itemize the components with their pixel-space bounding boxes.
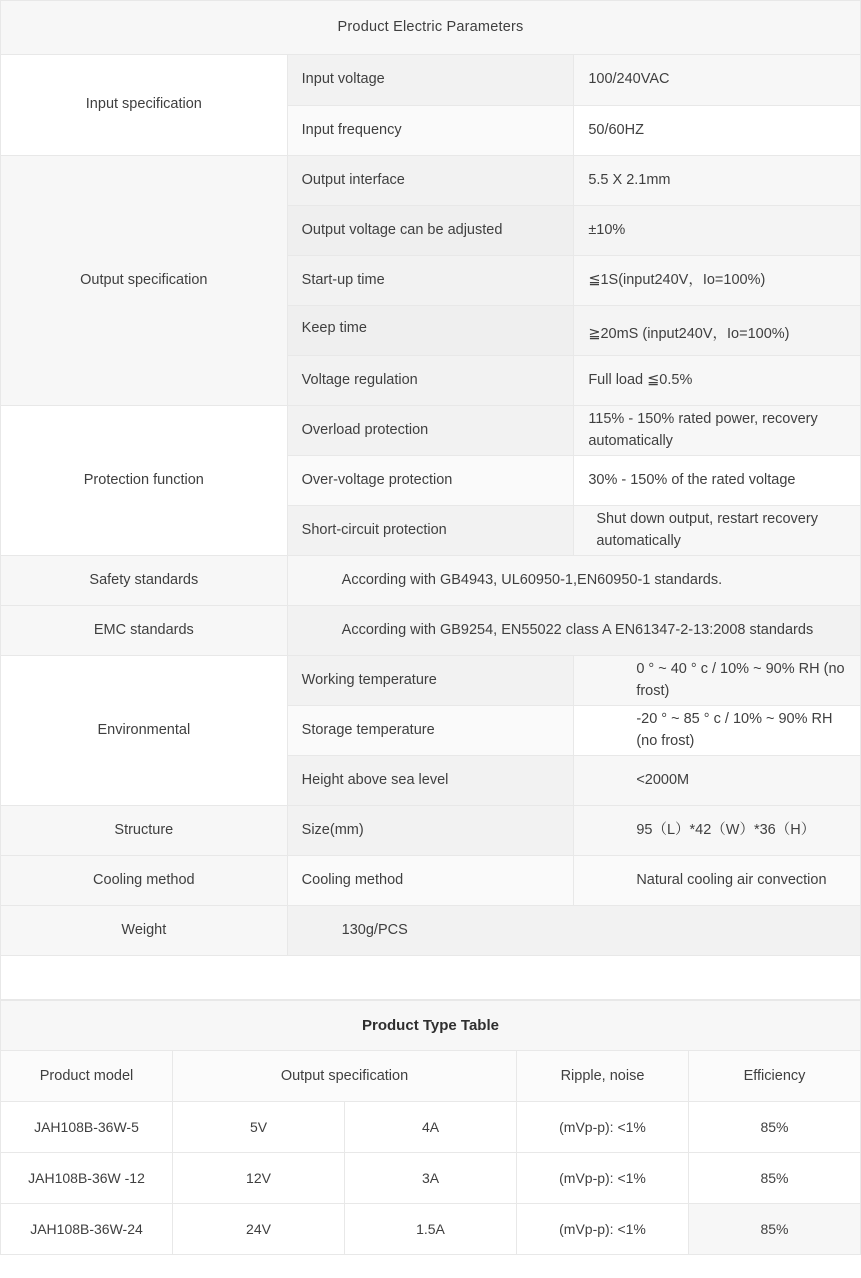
spec-value: 0 ° ~ 40 ° c / 10% ~ 90% RH (no frost)	[574, 656, 861, 706]
cell-efficiency: 85%	[689, 1102, 861, 1153]
table-row	[1, 556, 861, 606]
cell-ripple-noise: (mVp-p): <1%	[517, 1204, 689, 1255]
category-emc-standards: EMC standards	[1, 606, 288, 656]
table-row	[1, 856, 861, 906]
type-table-title-row	[1, 1001, 861, 1051]
spec-value: ≧20mS (input240V，Io=100%)	[574, 306, 861, 356]
spec-label: Size(mm)	[287, 806, 574, 856]
spec-value: ≦1S(input240V，Io=100%)	[574, 256, 861, 306]
spec-value: 5.5 X 2.1mm	[574, 156, 861, 206]
category-environmental: Environmental	[1, 656, 288, 806]
category-safety-standards: Safety standards	[1, 556, 288, 606]
spec-value: 50/60HZ	[574, 106, 861, 156]
cell-output-voltage: 5V	[173, 1102, 345, 1153]
table-row	[1, 606, 861, 656]
cell-output-current: 1.5A	[345, 1204, 517, 1255]
spec-label: Input voltage	[287, 55, 574, 106]
category-weight: Weight	[1, 906, 288, 956]
type-table-title: Product Type Table	[1, 1001, 861, 1051]
table-row	[1, 406, 861, 456]
spec-value: 30% - 150% of the rated voltage	[574, 456, 861, 506]
cell-output-current: 4A	[345, 1102, 517, 1153]
spec-label: Height above sea level	[287, 756, 574, 806]
category-input-specification: Input specification	[1, 55, 288, 156]
spec-value: 115% - 150% rated power, recovery automatically	[574, 406, 861, 456]
table-row	[1, 1204, 861, 1255]
cell-output-voltage: 24V	[173, 1204, 345, 1255]
category-protection-function: Protection function	[1, 406, 288, 556]
column-header-ripple-noise: Ripple, noise	[517, 1051, 689, 1102]
spec-label: Overload protection	[287, 406, 574, 456]
table-row	[1, 1153, 861, 1204]
cell-ripple-noise: (mVp-p): <1%	[517, 1102, 689, 1153]
spec-label: Cooling method	[287, 856, 574, 906]
spec-label: Storage temperature	[287, 706, 574, 756]
spec-label: Keep time	[287, 306, 574, 356]
column-header-product-model: Product model	[1, 1051, 173, 1102]
cell-product-model: JAH108B-36W-24	[1, 1204, 173, 1255]
spec-label: Over-voltage protection	[287, 456, 574, 506]
spec-value: 130g/PCS	[287, 906, 860, 956]
spec-value: According with GB9254, EN55022 class A EN61347-2-13:2008 standards	[287, 606, 860, 656]
product-type-table	[0, 1000, 861, 1255]
type-table-header-row	[1, 1051, 861, 1102]
spec-value: 100/240VAC	[574, 55, 861, 106]
cell-output-voltage: 12V	[173, 1153, 345, 1204]
cell-ripple-noise: (mVp-p): <1%	[517, 1153, 689, 1204]
spec-label: Working temperature	[287, 656, 574, 706]
table-row	[1, 906, 861, 956]
table-title-row	[1, 1, 861, 55]
spec-label: Output voltage can be adjusted	[287, 206, 574, 256]
spec-value: Natural cooling air convection	[574, 856, 861, 906]
cell-product-model: JAH108B-36W -12	[1, 1153, 173, 1204]
spec-value: Full load ≦0.5%	[574, 356, 861, 406]
cell-efficiency: 85%	[689, 1153, 861, 1204]
table-row	[1, 55, 861, 106]
spec-value: 95（L）*42（W）*36（H）	[574, 806, 861, 856]
column-header-efficiency: Efficiency	[689, 1051, 861, 1102]
cell-output-current: 3A	[345, 1153, 517, 1204]
cell-efficiency: 85%	[689, 1204, 861, 1255]
category-output-specification: Output specification	[1, 156, 288, 406]
spec-value: Shut down output, restart recovery automatically	[574, 506, 861, 556]
spec-label: Voltage regulation	[287, 356, 574, 406]
spec-label: Short-circuit protection	[287, 506, 574, 556]
table-row	[1, 1102, 861, 1153]
category-structure: Structure	[1, 806, 288, 856]
page-title: Product Electric Parameters	[1, 1, 861, 55]
cell-product-model: JAH108B-36W-5	[1, 1102, 173, 1153]
table-row	[1, 806, 861, 856]
table-spacer	[1, 956, 861, 1000]
spec-value: ±10%	[574, 206, 861, 256]
spec-value: <2000M	[574, 756, 861, 806]
spec-value: According with GB4943, UL60950-1,EN60950-1 standards.	[287, 556, 860, 606]
category-cooling-method: Cooling method	[1, 856, 288, 906]
column-header-output-specification: Output specification	[173, 1051, 517, 1102]
table-row	[1, 656, 861, 706]
spec-value: -20 ° ~ 85 ° c / 10% ~ 90% RH (no frost)	[574, 706, 861, 756]
table-row	[1, 156, 861, 206]
spec-label: Input frequency	[287, 106, 574, 156]
spec-label: Start-up time	[287, 256, 574, 306]
spec-label: Output interface	[287, 156, 574, 206]
